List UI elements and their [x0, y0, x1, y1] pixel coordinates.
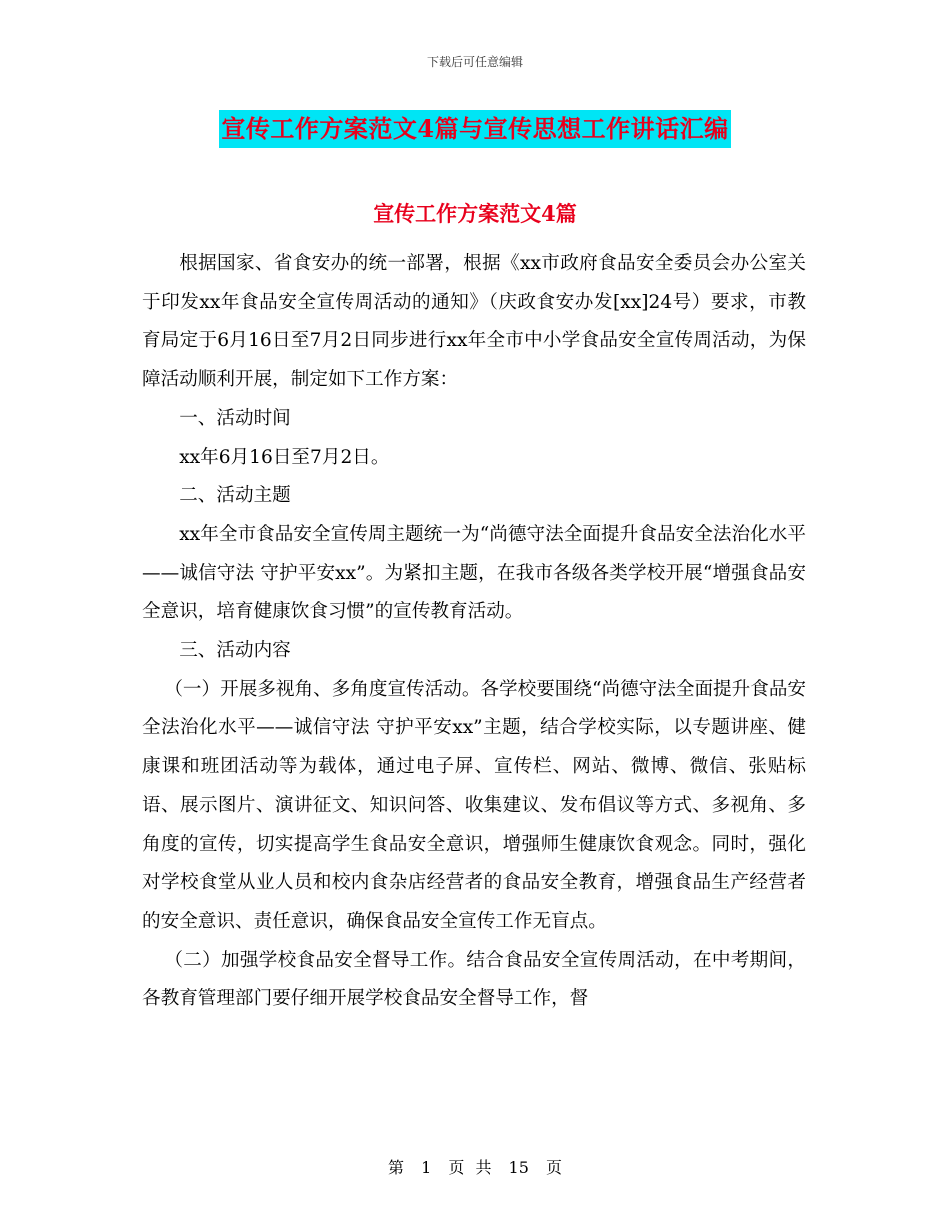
document-body — [142, 245, 806, 1019]
heading-activity-content: 三、活动内容 — [179, 640, 291, 662]
section-title: 宣传工作方案范文4篇 — [373, 201, 577, 226]
footer-page-number: 1 — [421, 1158, 432, 1177]
paragraph-intro: 根据国家、省食安办的统一部署，根据《xx市政府食品安全委员会办公室关于印发xx年食品安全宣传周活动的通知》（庆政食安办发[xx]24号）要求，市教育局定于6月16日至7月2日同步进行xx年全市中小学食品安全宣传周活动，为保障活动顺利开展，制定如下工作方案： — [142, 253, 806, 391]
header-note: 下载后可任意编辑 — [426, 55, 523, 69]
main-title — [0, 110, 950, 148]
main-title-text: 宣传工作方案范文4篇与宣传思想工作讲话汇编 — [219, 110, 730, 148]
paragraph-content-1: （一）开展多视角、多角度宣传活动。各学校要围绕“尚德守法全面提升食品安全法治化水平——诚信守法 守护平安xx”主题，结合学校实际，以专题讲座、健康课和班团活动等为载体，通过电子屏、宣传栏、网站、微博、微信、张贴标语、展示图片、演讲征文、知识问答、收集建议、发布倡议等方式、多视角、多角度的宣传，切实提高学生食品安全意识，增强师生健康饮食观念。同时，强化对学校食堂从业人员和校内食杂店经营者的食品安全教育，增强食品生产经营者的安全意识、责任意识，确保食品安全宣传工作无盲点。 — [142, 678, 807, 932]
footer-prefix: 第 — [387, 1158, 404, 1177]
heading-activity-time: 一、活动时间 — [179, 407, 291, 429]
footer-total-pages: 15 — [508, 1158, 529, 1177]
paragraph-activity-time: xx年6月16日至7月2日。 — [179, 446, 390, 468]
heading-activity-theme: 二、活动主题 — [179, 485, 291, 507]
paragraph-content-2: （二）加强学校食品安全督导工作。结合食品安全宣传周活动，在中考期间，各教育管理部门要仔细开展学校食品安全督导工作，督 — [142, 949, 806, 1010]
footer-suffix: 页 — [546, 1158, 563, 1177]
footer-mid: 页 共 — [448, 1158, 492, 1177]
page-footer — [0, 1155, 950, 1178]
paragraph-activity-theme: xx年全市食品安全宣传周主题统一为“尚德守法全面提升食品安全法治化水平——诚信守法 守护平安xx”。为紧扣主题，在我市各级各类学校开展“增强食品安全意识，培育健康饮食习惯”的宣传教育活动。 — [142, 523, 806, 623]
